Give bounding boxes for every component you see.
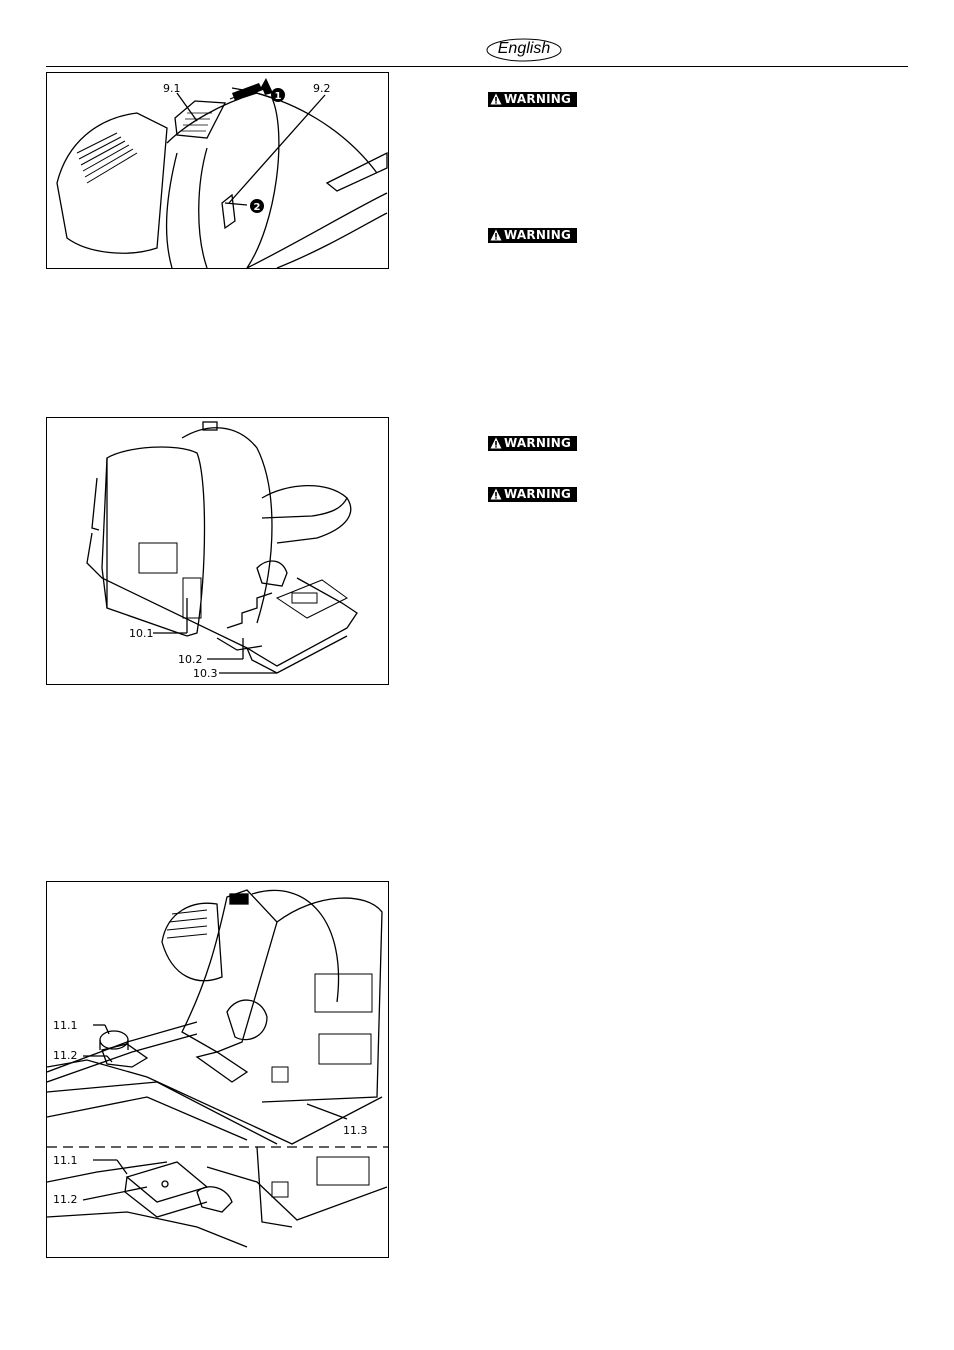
figure-9 [46,72,389,269]
header-divider [46,66,908,67]
figure-11-drawing [47,882,388,1257]
warning-label [488,228,577,243]
warning-text: WARNING [504,436,572,450]
step-2-icon [250,199,264,213]
callout-11-3: 11.3 [343,1124,368,1137]
warning-triangle-icon [490,437,502,449]
warning-text: WARNING [504,92,572,106]
figure-10-drawing [47,418,388,684]
callout-10-1: 10.1 [129,627,154,640]
step-1-icon [271,88,285,102]
warning-label [488,436,577,451]
callout-9-2: 9.2 [313,82,331,95]
language-badge [486,38,562,62]
callout-10-2: 10.2 [178,653,203,666]
warning-triangle-icon [490,488,502,500]
callout-11-2-detail: 11.2 [53,1193,78,1206]
warning-triangle-icon [490,229,502,241]
warning-triangle-icon [490,93,502,105]
warning-text: WARNING [504,487,572,501]
callout-11-1: 11.1 [53,1019,78,1032]
warning-label [488,487,577,502]
step-1-number: 1 [274,91,282,102]
figure-10 [46,417,389,685]
warning-label [488,92,577,107]
step-2-number: 2 [253,202,261,213]
callout-9-1: 9.1 [163,82,181,95]
callout-10-3: 10.3 [193,667,218,680]
callout-11-2: 11.2 [53,1049,78,1062]
figure-9-drawing [47,73,388,268]
callout-11-1-detail: 11.1 [53,1154,78,1167]
language-label: English [497,40,551,57]
warning-text: WARNING [504,228,572,242]
figure-11 [46,881,389,1258]
